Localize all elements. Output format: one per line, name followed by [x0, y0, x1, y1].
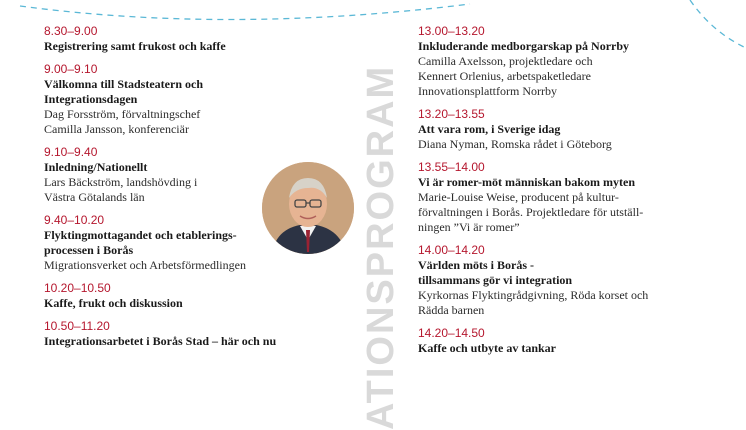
slot-time: 9.00–9.10 [44, 62, 98, 76]
slot-description: förvaltningen i Borås. Projektledare för utställ- [418, 205, 644, 219]
slot-title: Att vara rom, i Sverige idag [418, 122, 561, 136]
vertical-program-heading: ATIONSPROGRAM [360, 64, 402, 430]
slot-description: Diana Nyman, Romska rådet i Göteborg [418, 137, 612, 151]
slot-description: Marie-Louise Weise, producent på kultur- [418, 190, 619, 204]
program-slot [418, 326, 718, 356]
slot-title: Kaffe, frukt och diskussion [44, 296, 183, 310]
slot-title: Integrationsarbetet i Borås Stad – här och nu [44, 334, 277, 348]
slot-time: 8.30–9.00 [44, 24, 98, 38]
speaker-portrait [262, 162, 354, 254]
slot-time: 10.20–10.50 [44, 281, 111, 295]
slot-description: ningen ”Vi är romer” [418, 220, 520, 234]
slot-time: 13.20–13.55 [418, 107, 485, 121]
program-slot [418, 243, 718, 318]
program-slot [418, 24, 718, 99]
program-slot [44, 281, 344, 311]
slot-description: Migrationsverket och Arbetsförmedlingen [44, 258, 246, 272]
slot-title: Inkluderande medborgarskap på Norrby [418, 39, 630, 53]
program-slot [44, 319, 344, 349]
program-slot [418, 160, 718, 235]
slot-description: Camilla Axelsson, projektledare och [418, 54, 593, 68]
slot-time: 13.00–13.20 [418, 24, 485, 38]
slot-description: Rädda barnen [418, 303, 485, 317]
slot-title: Världen möts i Borås - [418, 258, 534, 272]
program-slot [418, 107, 718, 152]
program-slot [44, 24, 344, 54]
slot-description: Camilla Jansson, konferenciär [44, 122, 189, 136]
slot-title: Inledning/Nationellt [44, 160, 148, 174]
slot-title: Kaffe och utbyte av tankar [418, 341, 556, 355]
program-slot [44, 62, 344, 137]
slot-title: Vi är romer-möt människan bakom myten [418, 175, 635, 189]
slot-title: Flyktingmottagandet och etablerings- [44, 228, 237, 242]
slot-time: 14.00–14.20 [418, 243, 485, 257]
slot-time: 9.10–9.40 [44, 145, 98, 159]
slot-title: processen i Borås [44, 243, 134, 257]
slot-description: Kennert Orlenius, arbetspaketledare [418, 69, 591, 83]
slot-time: 13.55–14.00 [418, 160, 485, 174]
slot-description: Kyrkornas Flyktingrådgivning, Röda korset och [418, 288, 649, 302]
slot-description: Dag Forsström, förvaltningschef [44, 107, 201, 121]
slot-description: Västra Götalands län [44, 190, 145, 204]
slot-title: Registrering samt frukost och kaffe [44, 39, 226, 53]
slot-description: Innovationsplattform Norrby [418, 84, 557, 98]
slot-time: 10.50–11.20 [44, 319, 110, 333]
slot-title: Välkomna till Stadsteatern och [44, 77, 203, 91]
slot-time: 14.20–14.50 [418, 326, 485, 340]
slot-description: Lars Bäckström, landshövding i [44, 175, 198, 189]
program-column-afternoon [418, 24, 718, 364]
slot-title: Integrationsdagen [44, 92, 138, 106]
slot-time: 9.40–10.20 [44, 213, 105, 227]
slot-title: tillsammans gör vi integration [418, 273, 573, 287]
